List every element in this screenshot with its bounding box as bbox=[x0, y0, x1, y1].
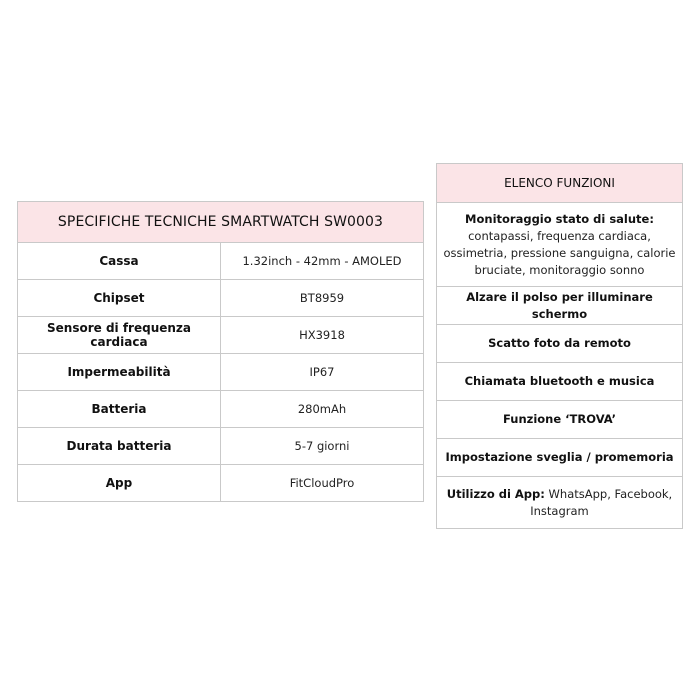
feature-item bbox=[437, 325, 683, 363]
features-table-header bbox=[437, 164, 683, 203]
feature-health-heading: Monitoraggio stato di salute: bbox=[465, 211, 654, 226]
table-row bbox=[18, 354, 424, 391]
table-row bbox=[437, 401, 683, 439]
table-row bbox=[437, 203, 683, 287]
spec-table-title: SPECIFICHE TECNICHE SMARTWATCH SW0003 bbox=[18, 202, 424, 243]
feature-item-label: Impostazione sveglia / promemoria bbox=[445, 450, 674, 464]
table-row bbox=[18, 428, 424, 465]
table-row bbox=[18, 317, 424, 354]
spec-label: Durata batteria bbox=[18, 428, 221, 465]
table-row bbox=[18, 243, 424, 280]
spec-label: App bbox=[18, 465, 221, 502]
table-row bbox=[437, 325, 683, 363]
feature-item bbox=[437, 287, 683, 325]
feature-health bbox=[437, 203, 683, 287]
spec-table-header bbox=[18, 202, 424, 243]
feature-item bbox=[437, 363, 683, 401]
spec-value: IP67 bbox=[221, 354, 424, 391]
spec-label: Impermeabilità bbox=[18, 354, 221, 391]
features-table bbox=[436, 163, 683, 529]
feature-item-label: Funzione ‘TROVA’ bbox=[502, 412, 617, 426]
spec-value: BT8959 bbox=[221, 280, 424, 317]
spec-value: FitCloudPro bbox=[221, 465, 424, 502]
table-row bbox=[437, 477, 683, 529]
feature-item bbox=[437, 439, 683, 477]
table-row bbox=[18, 465, 424, 502]
table-row bbox=[18, 280, 424, 317]
feature-app bbox=[437, 477, 683, 529]
spec-value: 1.32inch - 42mm - AMOLED bbox=[221, 243, 424, 280]
spec-table bbox=[17, 201, 424, 502]
table-row bbox=[437, 439, 683, 477]
table-row bbox=[437, 363, 683, 401]
feature-item-label: Alzare il polso per illuminare schermo bbox=[466, 289, 653, 321]
spec-label: Cassa bbox=[18, 243, 221, 280]
spec-value: HX3918 bbox=[221, 317, 424, 354]
spec-value: 280mAh bbox=[221, 391, 424, 428]
feature-item bbox=[437, 401, 683, 439]
features-table-title: ELENCO FUNZIONI bbox=[437, 164, 683, 203]
feature-app-heading: Utilizzo di App: bbox=[446, 486, 545, 501]
feature-item-label: Scatto foto da remoto bbox=[488, 336, 631, 350]
feature-item-label: Chiamata bluetooth e musica bbox=[464, 374, 655, 388]
spec-label: Chipset bbox=[18, 280, 221, 317]
feature-app-details: WhatsApp, Facebook, Instagram bbox=[530, 486, 673, 518]
feature-health-details: contapassi, frequenza cardiaca, ossimetria, pressione sanguigna, calorie bruciate, monitoraggio sonno bbox=[443, 228, 676, 277]
spec-label: Batteria bbox=[18, 391, 221, 428]
spec-value: 5-7 giorni bbox=[221, 428, 424, 465]
table-row bbox=[18, 391, 424, 428]
spec-label: Sensore di frequenza cardiaca bbox=[18, 317, 221, 354]
table-row bbox=[437, 287, 683, 325]
